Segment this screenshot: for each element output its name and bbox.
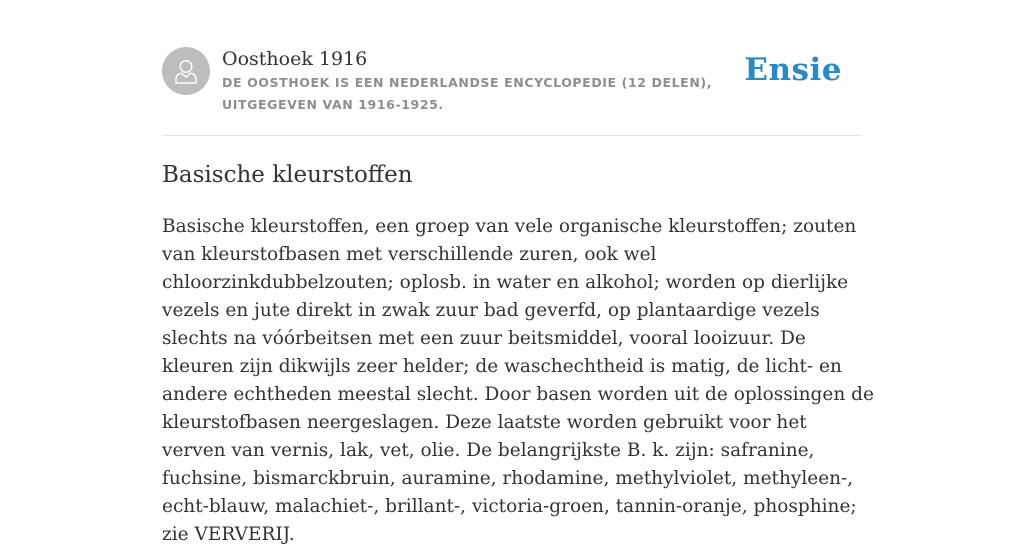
ensie-logo[interactable]: Ensie (744, 52, 842, 88)
source-title[interactable]: Oosthoek 1916 (222, 48, 368, 70)
article-body: Basische kleurstoffen, een groep van vele organische kleurstoffen; zouten van kleurstofbasen met verschillende zuren, ook wel chloorzinkdubbelzouten; oplosb. in water en alkohol; worden op dierlijke vezels en jute direkt in zwak zuur bad geverfd, op plantaardige vezels slechts na vóórbeitsen met een zuur beitsmiddel, vooral looizuur. De kleuren zijn dikwijls zeer helder; de waschechtheid is matig, de licht- en andere echtheden meestal slecht. Door basen worden uit de oplossingen de kleurstofbasen neergeslagen. Deze laatste worden gebruikt voor het verven van vernis, lak, vet, olie. De belangrijkste B. k. zijn: safranine, fuchsine, bismarckbruin, auramine, rhodamine, methylviolet, methyleen-, echt-blauw, malachiet-, brillant-, victoria-groen, tannin-oranje, phosphine; zie VERVERIJ. (162, 216, 874, 545)
article-title: Basische kleurstoffen (162, 162, 413, 188)
user-icon (171, 56, 201, 86)
source-avatar[interactable] (162, 47, 210, 95)
page (162, 0, 874, 545)
source-header (162, 47, 862, 136)
source-description: DE OOSTHOEK IS EEN NEDERLANDSE ENCYCLOPEDIE (12 DELEN), UITGEGEVEN VAN 1916-1925. (222, 75, 713, 112)
